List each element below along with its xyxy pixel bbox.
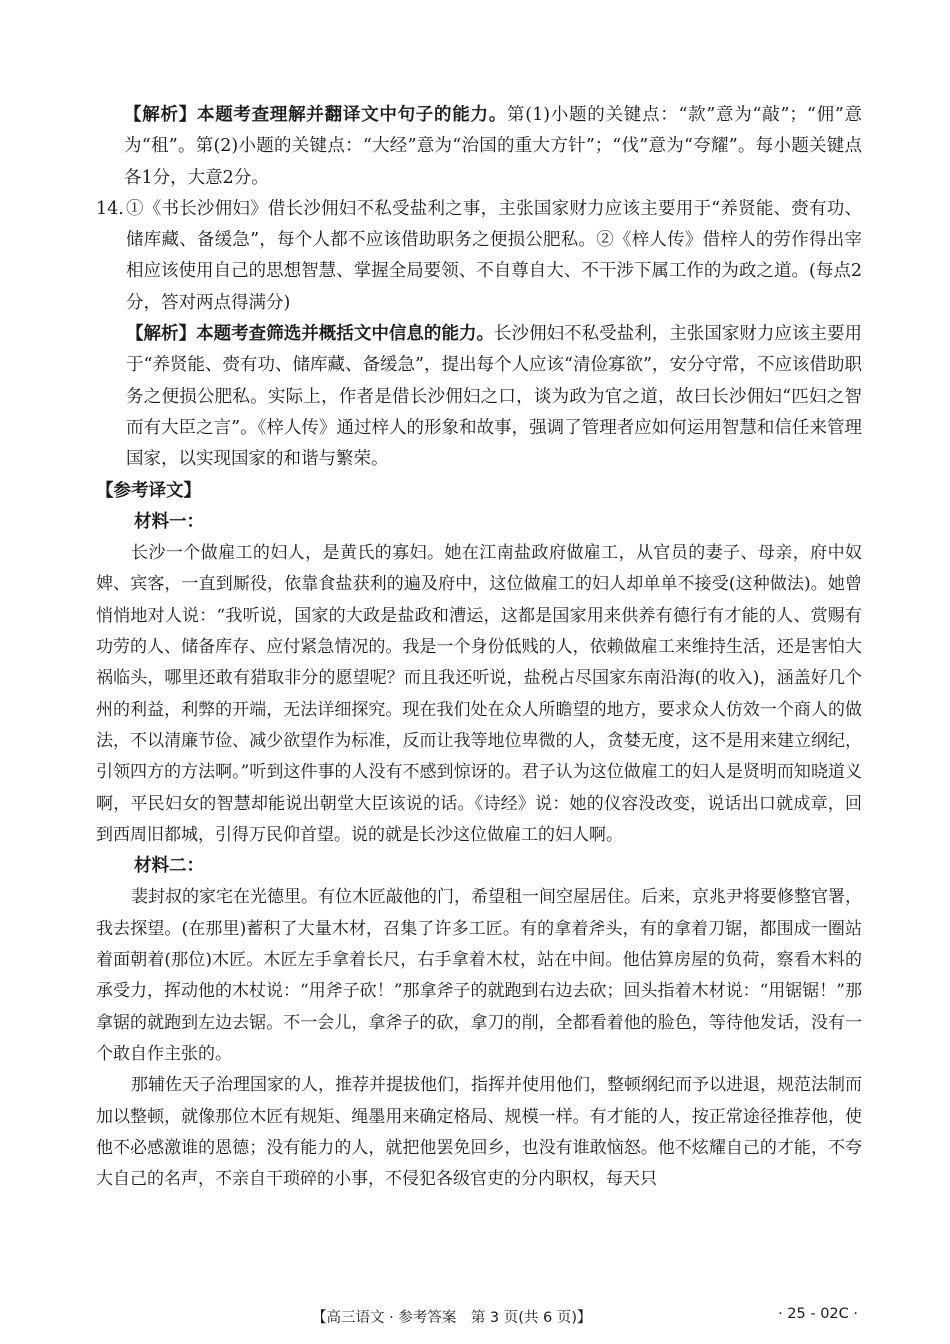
analysis-14 bbox=[126, 319, 862, 475]
page-content bbox=[96, 100, 862, 1195]
page-footer bbox=[0, 1306, 950, 1330]
footer-code: · 25 - 02C · bbox=[778, 1306, 858, 1322]
material-2-title: 材料二： bbox=[134, 856, 204, 877]
question-14-answer: ①《书长沙佣妇》借长沙佣妇不私受盐利之事，主张国家财力应该主要用于“养贤能、赍有功、储库藏、备缓急”，每个人都不应该借助职务之便损公肥私。②《梓人传》借梓人的劳作得出宰相应该使用自己的思想智慧、掌握全局要领、不自尊自大、不干涉下属工作的为政之道。(每点2分，答对两点得满分) bbox=[126, 198, 862, 313]
analysis-text: 第(1)小题的关键点：“款”意为“敲”；“佣”意为“租”。第(2)小题的关键点：“大经”意为“治国的重大方针”；“伐”意为“夸耀”。每小题关键点各1分，大意2分。 bbox=[124, 105, 863, 188]
analysis-label: 【解析】 bbox=[124, 105, 197, 125]
material-1-text: 长沙一个做雇工的妇人，是黄氏的寡妇。她在江南盐政府做雇工，从官员的妻子、母亲，府中奴婢、宾客，一直到厮役，依靠食盐获利的遍及府中，这位做雇工的妇人却单单不接受(这种做法)。她曾悄悄地对人说：“我听说，国家的大政是盐政和漕运，这都是国家用来供养有德行有才能的人、赏赐有功劳的人、储备库存、应付紧急情况的。我是一个身份低贱的人，依赖做雇工来维持生活，还是害怕大祸临头，哪里还敢有猎取非分的愿望呢？而且我还听说，盐税占尽国家东南沿海(的收入)，涵盖好几个州的利益，利弊的开端，无法详细探究。现在我们处在众人所瞻望的地方，要求众人仿效一个商人的做法，不以清廉节俭、减少欲望作为标准，反而让我等地位卑微的人，贪婪无度，这不是用来建立纲纪，引领四方的方法啊。”听到这件事的人没有不感到惊讶的。君子认为这位做雇工的妇人是贤明而知晓道义啊，平民妇女的智慧却能说出朝堂大臣该说的话。《诗经》说：她的仪容没改变，说话出口就成章，回到西周旧都城，引得万民仰首望。说的就是长沙这位做雇工的妇人啊。 bbox=[96, 543, 862, 845]
question-14 bbox=[96, 194, 862, 476]
analysis-label: 【解析】 bbox=[126, 324, 197, 345]
material-2-paragraph-2: 那辅佐天子治理国家的人，推荐并提拔他们，指挥并使用他们，整顿纲纪而予以进退，规范法制而加以整顿，就像那位木匠有规矩、绳墨用来确定格局、规模一样。有才能的人，按正常途径推荐他，使他不必感激谁的恩德；没有能力的人，就把他罢免回乡，也没有谁敢恼怒。他不炫耀自己的才能，不夸大自己的名声，不亲自干琐碎的小事，不侵犯各级官吏的分内职权，每天只 bbox=[96, 1075, 862, 1190]
question-number: 14. bbox=[96, 198, 124, 219]
footer-page-info: 【高三语文 · 参考答案 第 3 页(共 6 页)】 bbox=[312, 1310, 592, 1326]
analysis-13 bbox=[96, 100, 862, 194]
analysis-text: 长沙佣妇不私受盐利，主张国家财力应该主要用于“养贤能、赍有功、储库藏、备缓急”，提出每个人应该“清俭寡欲”，安分守常，不应该借助职务之便损公肥私。实际上，作者是借长沙佣妇之口，谈为政为官之道，故曰长沙佣妇“匹妇之智而有大臣之言”。《梓人传》通过梓人的形象和故事，强调了管理者应如何运用智慧和信任来管理国家，以实现国家的和谐与繁荣。 bbox=[126, 324, 863, 470]
translation-title: 【参考译文】 bbox=[96, 480, 201, 501]
material-1-title: 材料一： bbox=[134, 511, 204, 532]
analysis-lead: 本题考查理解并翻译文中句子的能力。 bbox=[196, 105, 508, 125]
analysis-lead: 本题考查筛选并概括文中信息的能力。 bbox=[196, 324, 495, 345]
material-2-paragraph-1: 裴封叔的家宅在光德里。有位木匠敲他的门，希望租一间空屋居住。后来，京兆尹将要修整官署，我去探望。(在那里)蓄积了大量木材，召集了许多工匠。有的拿着斧头，有的拿着刀锯，都围成一圈站着面朝着(那位)木匠。木匠左手拿着长尺，右手拿着木杖，站在中间。他估算房屋的负荷，察看木料的承受力，挥动他的木杖说：“用斧子砍！”那拿斧子的就跑到右边去砍；回头指着木材说：“用锯锯！”那拿锯的就跑到左边去锯。不一会儿，拿斧子的砍，拿刀的削，全都看着他的脸色，等待他发话，没有一个敢自作主张的。 bbox=[96, 887, 862, 1064]
